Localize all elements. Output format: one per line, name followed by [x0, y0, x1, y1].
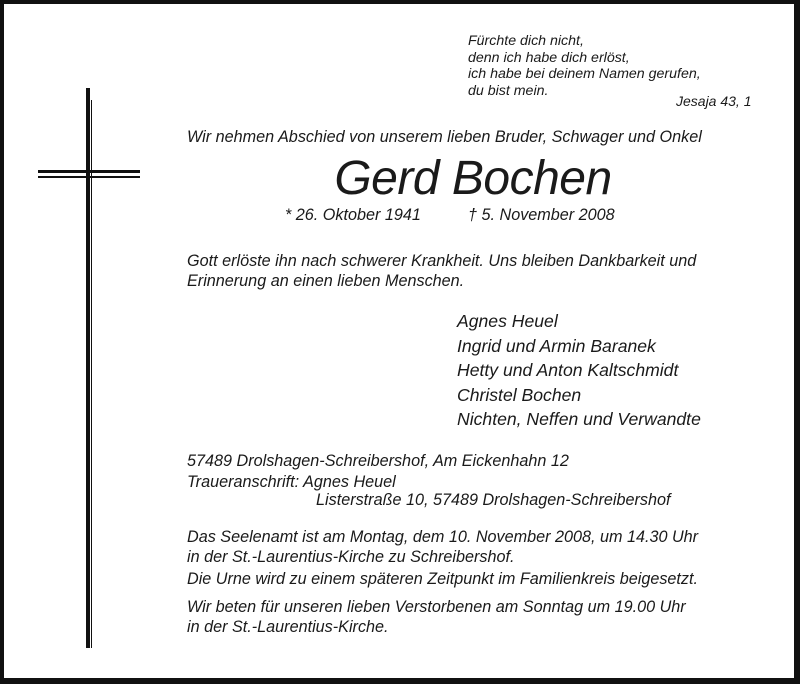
paragraph-gratitude	[187, 251, 696, 291]
mourner-name: Agnes Heuel	[457, 311, 558, 331]
verse-line: ich habe bei deinem Namen gerufen,	[468, 66, 701, 83]
mourner-name: Hetty und Anton Kaltschmidt	[457, 360, 679, 381]
paragraph-line: Gott erlöste ihn nach schwerer Krankheit. Uns bleiben Dankbarkeit und	[187, 252, 697, 270]
paragraph-urn: Die Urne wird zu einem späteren Zeitpunkt im Familienkreis beigesetzt.	[187, 570, 699, 588]
paragraph-line: in der St.-Laurentius-Kirche.	[187, 618, 389, 636]
mourning-address-label: Traueranschrift: Agnes Heuel	[187, 473, 396, 491]
mourning-address-street: Listerstraße 10, 57489 Drolshagen-Schreibershof	[316, 491, 671, 509]
paragraph-requiem	[187, 527, 698, 567]
mourner-name: Nichten, Neffen und Verwandte	[457, 409, 701, 430]
paragraph-line: in der St.-Laurentius-Kirche zu Schreibershof.	[187, 548, 515, 566]
deceased-name: Gerd Bochen	[334, 152, 612, 205]
verse-source: Jesaja 43, 1	[676, 93, 752, 109]
mourner-name: Christel Bochen	[457, 384, 582, 405]
paragraph-prayer	[187, 597, 686, 637]
verse-line: denn ich habe dich erlöst,	[468, 49, 630, 66]
address-line: 57489 Drolshagen-Schreibershof, Am Eickenhahn 12	[187, 452, 569, 470]
mourners-list	[457, 309, 701, 432]
verse-line: du bist mein.	[468, 82, 549, 99]
intro-text: Wir nehmen Abschied von unserem lieben Bruder, Schwager und Onkel	[187, 128, 702, 146]
mourner-name: Ingrid und Armin Baranek	[457, 335, 656, 356]
birth-date: * 26. Oktober 1941	[285, 206, 421, 224]
paragraph-line: Das Seelenamt ist am Montag, dem 10. November 2008, um 14.30 Uhr	[187, 528, 699, 546]
death-date: † 5. November 2008	[468, 206, 615, 224]
paragraph-line: Wir beten für unseren lieben Verstorbenen am Sonntag um 19.00 Uhr	[187, 598, 686, 616]
paragraph-line: Erinnerung an einen lieben Menschen.	[187, 272, 465, 290]
verse-line: Fürchte dich nicht,	[468, 33, 584, 49]
bible-verse	[468, 33, 701, 99]
